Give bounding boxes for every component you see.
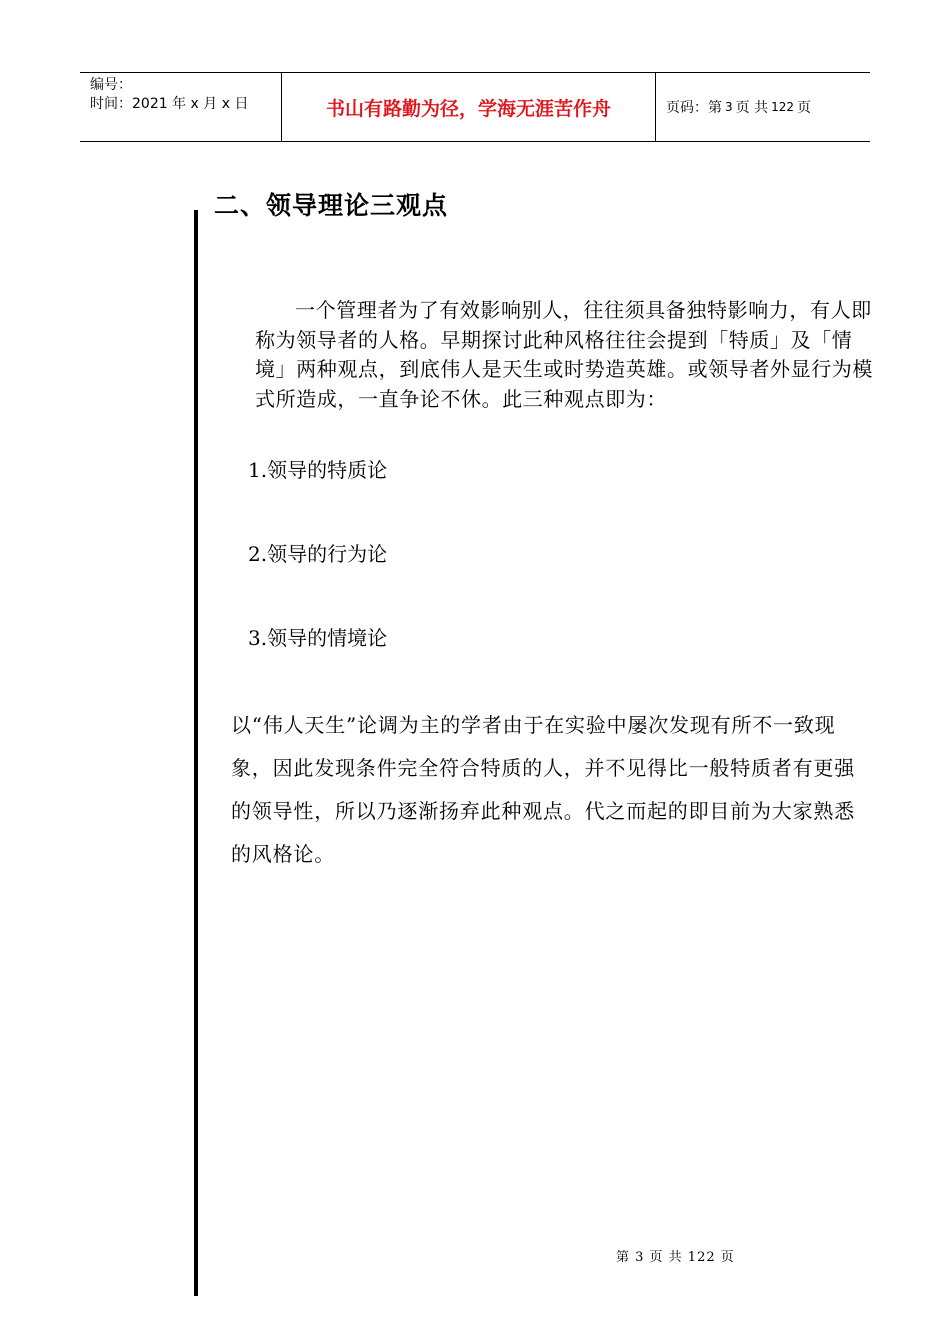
- document-time-label: 时间：2021 年 x 月 x 日: [90, 96, 249, 112]
- page-total: 122: [771, 100, 794, 114]
- page-header: [80, 72, 870, 142]
- section-title: 二、领导理论三观点: [214, 191, 449, 220]
- header-page-number: [656, 73, 870, 141]
- list-item: 1.领导的特质论: [248, 458, 388, 482]
- page-mid: 页 共: [735, 100, 769, 116]
- conclusion-paragraph: 以“伟人天生”论调为主的学者由于在实验中屡次发现有所不一致现象，因此发现条件完全符合特质的人，并不见得比一般特质者有更强的领导性，所以乃逐渐扬弃此种观点。代之而起的即目前为大家熟悉的风格论。: [231, 713, 855, 866]
- intro-paragraph: 一个管理者为了有效影响别人，往往须具备独特影响力，有人即称为领导者的人格。早期探讨此种风格往往会提到「特质」及「情境」两种观点，到底伟人是天生或时势造英雄。或领导者外显行为模式所造成，一直争论不休。此三种观点即为：: [255, 298, 873, 411]
- list-item: 3.领导的情境论: [248, 626, 388, 650]
- page-current: 3: [725, 100, 733, 114]
- header-motto: 书山有路勤为径，学海无涯苦作舟: [282, 73, 656, 141]
- page-prefix: 页码：第: [666, 100, 722, 116]
- header-meta: [80, 73, 282, 141]
- list-item: 2.领导的行为论: [248, 542, 388, 566]
- document-number-label: 编号：: [90, 77, 132, 93]
- page-suffix: 页: [797, 100, 811, 116]
- left-margin-rule: [194, 210, 198, 1296]
- page-footer: 第 3 页 共 122 页: [616, 1250, 735, 1265]
